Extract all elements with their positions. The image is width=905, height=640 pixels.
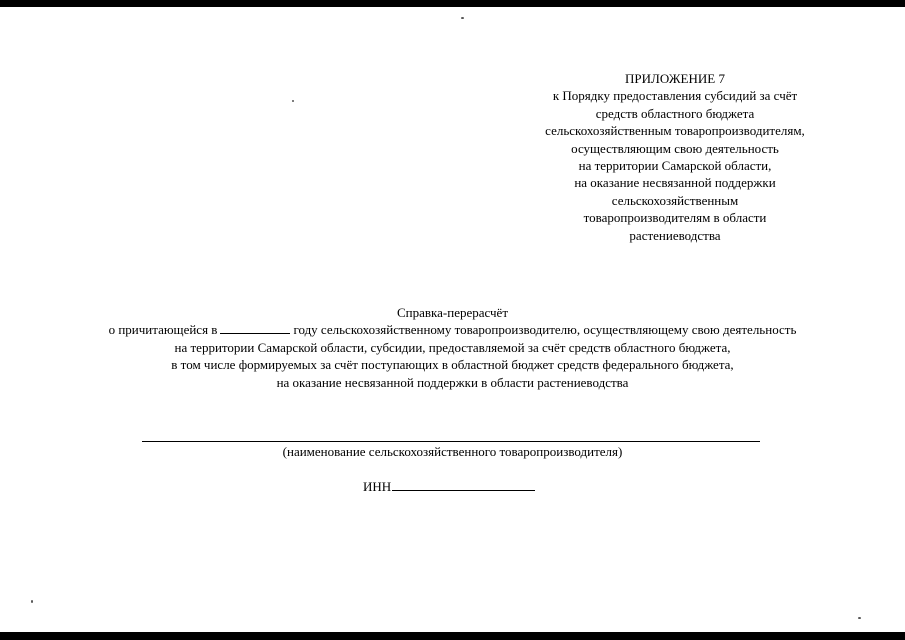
inn-field[interactable] xyxy=(392,478,535,491)
heading-line-4: на оказание несвязанной поддержки в области растениеводства xyxy=(276,374,629,390)
scan-speck xyxy=(292,100,294,102)
appendix-line: растениеводства xyxy=(629,227,721,243)
appendix-line: осуществляющим свою деятельность xyxy=(571,140,779,156)
appendix-line: сельскохозяйственным xyxy=(611,192,739,208)
appendix-line: сельскохозяйственным товаропроизводителям, xyxy=(545,123,805,139)
producer-name-caption: (наименование сельскохозяйственного товаропроизводителя) xyxy=(282,444,623,459)
appendix-block xyxy=(500,70,850,244)
document-title: Справка-перерасчёт xyxy=(396,305,509,320)
heading-line-1-end: году сельскохозяйственному товаропроизводителю, осуществляющему свою деятельность xyxy=(293,322,797,338)
appendix-title: ПРИЛОЖЕНИЕ 7 xyxy=(625,71,725,86)
appendix-line: на территории Самарской области, xyxy=(578,158,772,174)
appendix-line: средств областного бюджета xyxy=(595,105,755,121)
heading-line-1-start: о причитающейся в xyxy=(108,322,218,338)
appendix-line: товаропроизводителям в области xyxy=(583,210,767,226)
year-blank-field[interactable] xyxy=(220,322,290,334)
scan-border-top xyxy=(0,0,905,7)
scan-speck xyxy=(858,617,861,619)
inn-row xyxy=(363,478,535,495)
inn-label: ИНН xyxy=(363,479,392,494)
producer-name-field[interactable] xyxy=(142,441,760,442)
appendix-line: к Порядку предоставления субсидий за счёт xyxy=(552,88,798,104)
heading-line-1 xyxy=(0,321,905,338)
scan-speck xyxy=(31,600,33,603)
document-heading xyxy=(0,304,905,391)
appendix-line: на оказание несвязанной поддержки xyxy=(574,175,776,191)
heading-line-3: в том числе формируемых за счёт поступающих в областной бюджет средств федерального бюджета, xyxy=(171,357,734,373)
scan-speck xyxy=(461,17,464,19)
scan-border-bottom xyxy=(0,632,905,640)
heading-line-2: на территории Самарской области, субсидии, предоставляемой за счёт средств областного бюджета, xyxy=(174,339,731,355)
